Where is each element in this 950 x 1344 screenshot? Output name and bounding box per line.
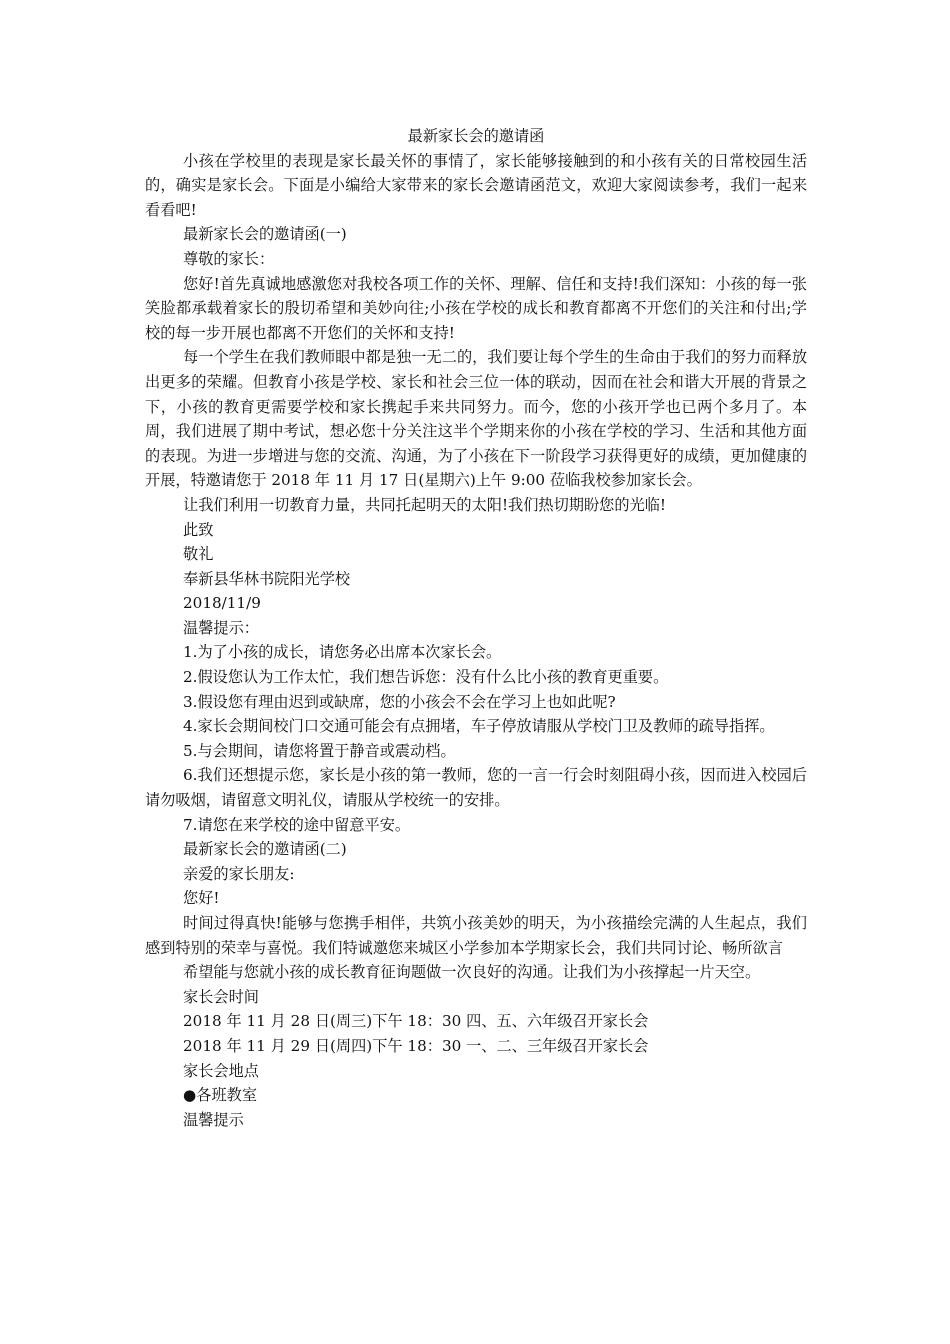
intro-paragraph: 小孩在学校里的表现是家长最关怀的事情了，家长能够接触到的和小孩有关的日常校园生活的，确实是家长会。下面是小编给大家带来的家长会邀请函范文，欢迎大家阅读参考，我们一起来看看吧! <box>145 151 807 219</box>
document-title: 最新家长会的邀请函 <box>407 127 545 145</box>
body-paragraph: 让我们利用一切教育力量，共同托起明天的太阳!我们热切期盼您的光临! <box>183 495 667 514</box>
tips-heading: 温馨提示： <box>183 618 259 637</box>
tip-item: 6.我们还想提示您，家长是小孩的第一教师，您的一言一行会时刻阻碍小孩，因而进入校园后请勿吸烟，请留意文明礼仪，请服从学校统一的安排。 <box>145 766 807 810</box>
tip-item: 2.假设您认为工作太忙，我们想告诉您：没有什么比小孩的教育更重要。 <box>183 668 669 687</box>
tip-item: 3.假设您有理由迟到或缺席，您的小孩会不会在学习上也如此呢? <box>183 692 616 711</box>
document-page <box>145 124 807 1132</box>
signature-date: 2018/11/9 <box>183 594 261 613</box>
salutation-two: 亲爱的家长朋友: <box>183 864 295 883</box>
tip-item: 1.为了小孩的成长，请您务必出席本次家长会。 <box>183 643 502 662</box>
meeting-time-item: 2018 年 11 月 28 日(周三)下午 18：30 四、五、六年级召开家长会 <box>183 1012 649 1031</box>
meeting-location-item: ●各班教室 <box>183 1086 258 1105</box>
body-paragraph: 时间过得真快!能够与您携手相伴，共筑小孩美妙的明天，为小孩描绘完满的人生起点，我们感到特别的荣幸与喜悦。我们特诚邀您来城区小学参加本学期家长会，我们共同讨论、畅所欲言 <box>145 914 807 957</box>
meeting-location-heading: 家长会地点 <box>183 1061 259 1080</box>
tip-item: 7.请您在来学校的途中留意平安。 <box>183 815 411 834</box>
tip-item: 5.与会期间，请您将置于静音或震动档。 <box>183 741 456 760</box>
tips-heading-two: 温馨提示 <box>183 1110 244 1129</box>
section-heading-one: 最新家长会的邀请函(一) <box>183 225 347 244</box>
section-heading-two: 最新家长会的邀请函(二) <box>183 840 347 859</box>
body-paragraph: 希望能与您就小孩的成长教育征询题做一次良好的沟通。让我们为小孩撑起一片天空。 <box>183 963 761 982</box>
body-paragraph: 每一个学生在我们教师眼中都是独一无二的，我们要让每个学生的生命由于我们的努力而释放出更多的荣耀。但教育小孩是学校、家长和社会三位一体的联动，因而在社会和谐大开展的背景之下，小孩的教育更需要学校和家长携起手来共同努力。而今，您的小孩开学也已两个多月了。本周，我们进展了期中考试，想必您十分关注这半个学期来你的小孩在学校的学习、生活和其他方面的表现。为进一步增进与您的交流、沟通，为了小孩在下一阶段学习获得更好的成绩，更加健康的开展，特邀请您于 2018 年 11 月 17 日(星期六)上午 9:00 莅临我校参加家长会。 <box>145 348 807 490</box>
meeting-time-heading: 家长会时间 <box>183 987 259 1006</box>
salutation-one: 尊敬的家长： <box>183 249 275 268</box>
greeting: 您好! <box>183 889 220 908</box>
closing-line: 此致 <box>183 520 214 539</box>
closing-line: 敬礼 <box>183 545 214 564</box>
meeting-time-item: 2018 年 11 月 29 日(周四)下午 18：30 一、二、三年级召开家长会 <box>183 1036 649 1055</box>
signature-school: 奉新县华林书院阳光学校 <box>183 569 351 588</box>
body-paragraph: 您好!首先真诚地感激您对我校各项工作的关怀、理解、信任和支持!我们深知：小孩的每一张笑脸都承载着家长的殷切希望和美妙向往;小孩在学校的成长和教育都离不开您们的关注和付出;学校的每一步开展也都离不开您们的关怀和支持! <box>145 274 807 342</box>
tip-item: 4.家长会期间校门口交通可能会有点拥堵，车子停放请服从学校门卫及教师的疏导指挥。 <box>183 717 775 736</box>
